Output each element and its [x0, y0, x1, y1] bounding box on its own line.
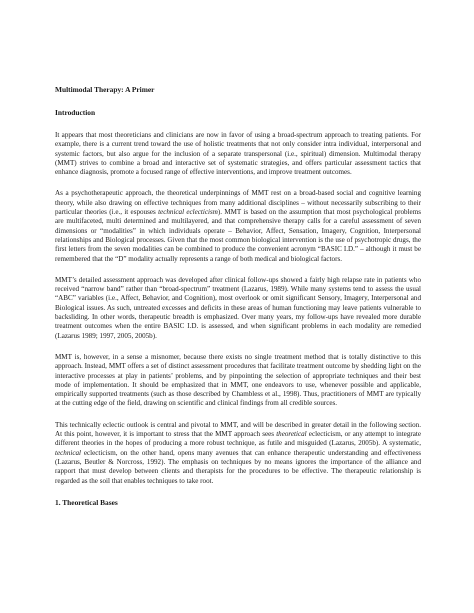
- introduction-heading: Introduction: [55, 108, 96, 117]
- paragraph-3: [55, 276, 421, 341]
- text-run: MMT is, however, in a sense a misnomer, because there exists no single treatment method that is totally distinctive to this approach. Instead, MMT offers a set of distinct assessment procedures that facilitate treatment outcome by shedding light on the interactive processes at play in patients’ problems, and by pinpointing the selection of appropriate techniques and their best mode of implementation. It should be emphasized that in MMT, one endeavors to use, whenever possible and applicable, empirically supported treatments (such as those described by Chambless et al., 1998). Thus, practitioners of MMT are typically at the cutting edge of the field, drawing on scientific and clinical findings from all credible sources.: [55, 352, 421, 408]
- paragraph-2: [55, 189, 421, 263]
- paragraph-1: [55, 131, 421, 177]
- text-run: It appears that most theoreticians and clinicians are now in favor of using a broad-spectrum approach to treating patients. For example, there is a current trend toward the use of holistic treatments that not only consider intra individual, interpersonal and systemic factors, but also argue for the inclusion of a separate transpersonal (i.e., spiritual) dimension. Multimodal therapy (MMT) strives to combine a broad and interactive set of systematic strategies, and offers particular assessment tactics that enhance diagnosis, promote a focused range of effective interventions, and improve treatment outcomes.: [55, 131, 421, 177]
- text-run: eclecticism, on the other hand, opens many avenues that can enhance therapeutic understanding and effectiveness (Lazarus, Beutler & Norcross, 1992). The emphasis on techniques by no means ignores the importance of the alliance and rapport that must develop between clients and therapists for the procedures to be effective. The therapeutic relationship is regarded as the soil that enables techniques to take root.: [55, 448, 421, 485]
- document-body: [55, 85, 421, 507]
- italic-text-run: theoretical: [276, 430, 307, 439]
- document-title: Multimodal Therapy: A Primer: [55, 85, 155, 94]
- paragraph-5: [55, 421, 421, 486]
- text-run: eclecticism, or any attempt to integrate different theories in the hopes of producing a more robust technique, as futile and misguided (Lazarus, 2005b). A systematic,: [55, 430, 421, 448]
- section-heading-theoretical-bases: 1. Theoretical Bases: [55, 497, 118, 507]
- italic-text-run: technical: [55, 448, 81, 457]
- text-run: MMT’s detailed assessment approach was developed after clinical follow-ups showed a fairly high relapse rate in patients who received “narrow band” rather than “broad-spectrum” treatment (Lazarus, 1989). While many systems tend to assess the usual “ABC” variables (i.e., Affect, Behavior, and Cognition), most overlook or omit significant Sensory, Imagery, Interpersonal and Biological issues. As such, untreated excesses and deficits in these areas of human functioning may leave patients vulnerable to backsliding. In other words, therapeutic breadth is emphasized. Over many years, my follow-ups have revealed more durable treatment outcomes when the entire BASIC I.D. is assessed, and when significant problems in each modality are remedied (Lazarus 1989; 1997, 2005, 2005b).: [55, 275, 421, 340]
- text-run: ). MMT is based on the assumption that most psychological problems are multifaceted, multi determined and multilayered, and that comprehensive therapy calls for a careful assessment of seven dimensions or “modalities” in which individuals operate – Behavior, Affect, Sensation, Imagery, Cognition, Interpersonal relationships and Biological processes. Given that the most common biological intervention is the use of psychotropic drugs, the first letters from the seven modalities can be combined to produce the convenient acronym “BASIC I.D.” – although it must be remembered that the “D” modality actually represents a range of both medical and biological factors.: [55, 208, 421, 263]
- text-run: This technically eclectic outlook is central and pivotal to MMT, and will be described in greater detail in the following section. At this point, however, it is important to stress that the MMT approach sees: [55, 420, 421, 439]
- paragraph-4: [55, 353, 421, 409]
- italic-text-run: technical eclecticism: [158, 208, 218, 217]
- text-run: As a psychotherapeutic approach, the theoretical underpinnings of MMT rest on a broad-based social and cognitive learning theory, while also drawing on effective techniques from many additional disciplines – without necessarily subscribing to their particular theories (i.e., it espouses: [55, 189, 421, 217]
